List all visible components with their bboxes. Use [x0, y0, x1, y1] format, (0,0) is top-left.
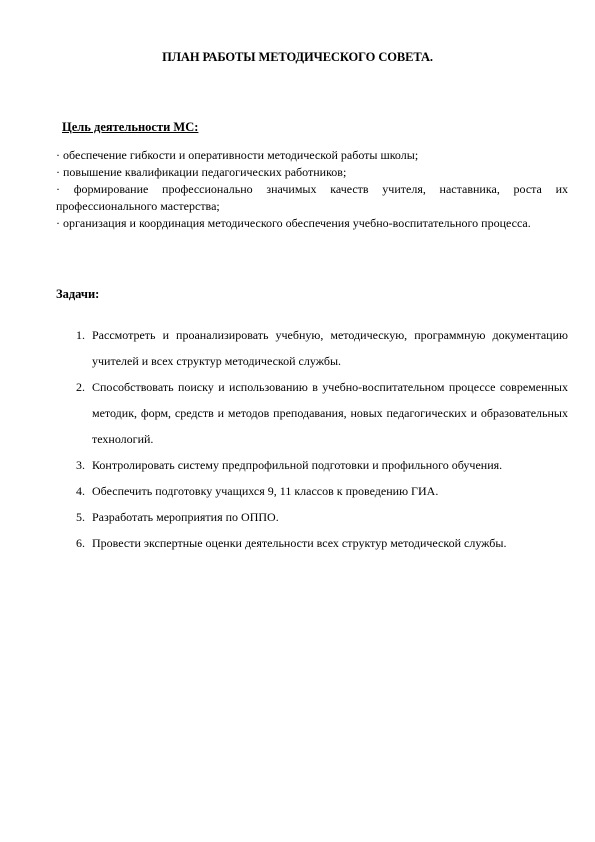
task-number: 1. — [76, 328, 85, 342]
task-item — [56, 322, 568, 374]
task-item — [56, 504, 568, 530]
task-number: 3. — [76, 458, 85, 472]
task-number: 4. — [76, 484, 85, 498]
goal-item: · формирование профессионально значимых качеств учителя, наставника, роста их профессионального мастерства; — [56, 182, 568, 213]
task-item — [56, 452, 568, 478]
task-number: 5. — [76, 510, 85, 524]
goal-item: · организация и координация методического обеспечения учебно-воспитательного процесса. — [56, 216, 531, 230]
task-text: Разработать мероприятия по ОППО. — [92, 510, 279, 524]
task-text: Способствовать поиску и использованию в учебно-воспитательном процессе современных методик, форм, средств и методов преподавания, новых педагогических и образовательных технологий. — [92, 380, 568, 446]
goal-item: · повышение квалификации педагогических работников; — [56, 165, 347, 179]
goal-heading: Цель деятельности МС: — [62, 120, 199, 134]
goal-list — [56, 147, 568, 232]
task-item — [56, 530, 568, 556]
tasks-heading: Задачи: — [56, 287, 100, 301]
task-number: 6. — [76, 536, 85, 550]
task-item — [56, 374, 568, 452]
task-number: 2. — [76, 380, 85, 394]
task-text: Обеспечить подготовку учащихся 9, 11 классов к проведению ГИА. — [92, 484, 439, 498]
task-text: Провести экспертные оценки деятельности всех структур методической службы. — [92, 536, 507, 550]
document-title: ПЛАН РАБОТЫ МЕТОДИЧЕСКОГО СОВЕТА. — [162, 50, 433, 64]
tasks-list — [56, 322, 568, 556]
task-text: Контролировать систему предпрофильной подготовки и профильного обучения. — [92, 458, 503, 472]
task-item — [56, 478, 568, 504]
task-text: Рассмотреть и проанализировать учебную, методическую, программную документацию учителей и всех структур методической службы. — [92, 328, 568, 368]
goal-item: · обеспечение гибкости и оперативности методической работы школы; — [56, 148, 419, 162]
